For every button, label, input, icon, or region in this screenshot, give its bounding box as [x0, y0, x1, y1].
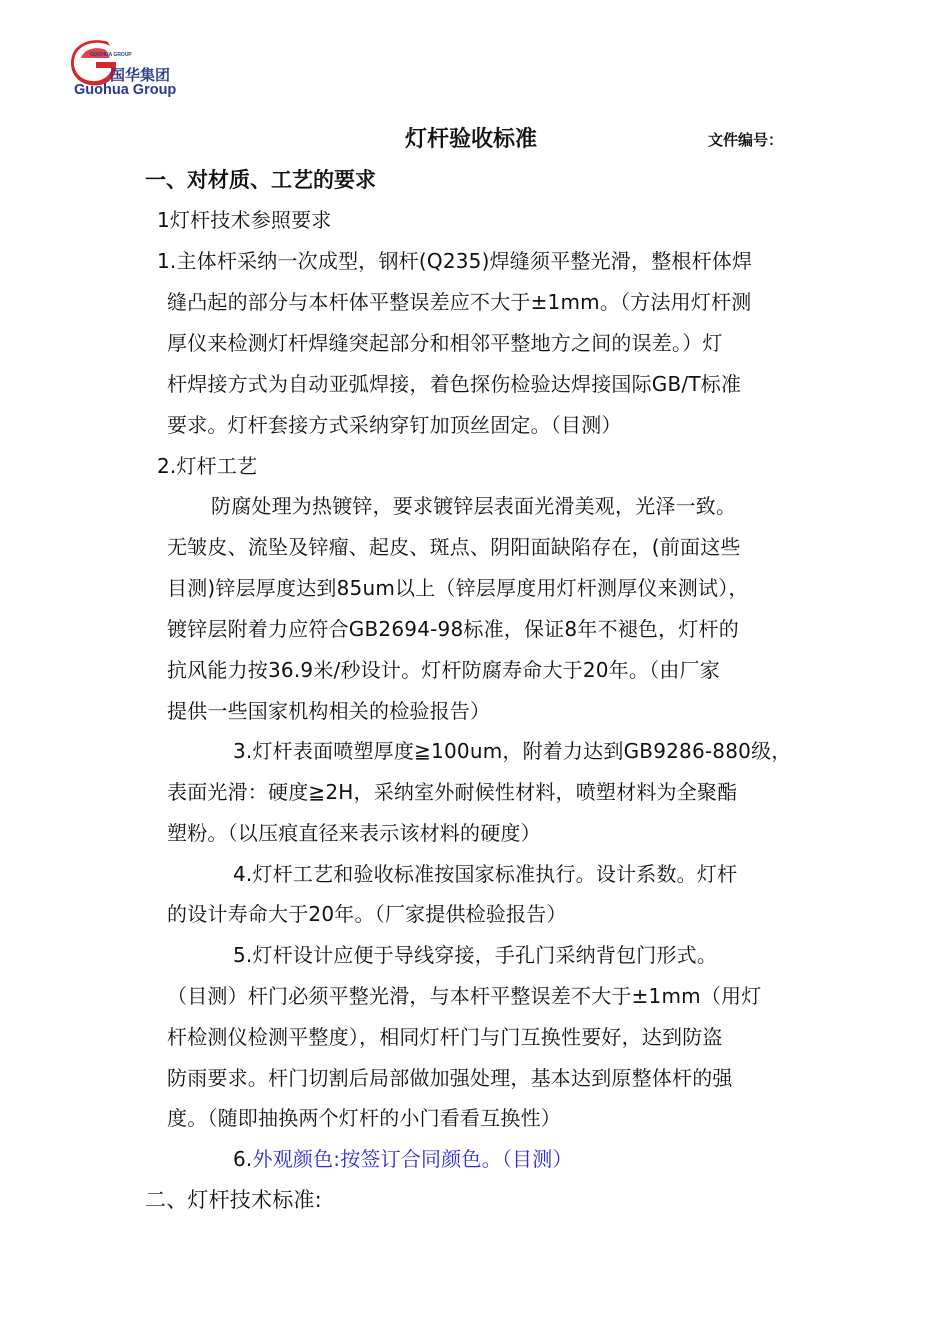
item-6-line — [233, 1143, 573, 1172]
paragraph-line: 防腐处理为热镀锌，要求镀锌层表面光滑美观，光泽一致。 — [211, 494, 737, 518]
file-number-label: 文件编号： — [708, 131, 784, 149]
paragraph-line: 提供一些国家机构相关的检验报告） — [167, 699, 491, 723]
paragraph-line: 1灯杆技术参照要求 — [157, 208, 332, 232]
paragraph-line: 2.灯杆工艺 — [157, 454, 258, 478]
paragraph-line: 度。（随即抽换两个灯杆的小门看看互换性） — [167, 1106, 561, 1130]
paragraph-line: 3.灯杆表面喷塑厚度≧100um，附着力达到GB9286-880级， — [233, 739, 792, 763]
paragraph-line: 4.灯杆工艺和验收标准按国家标准执行。设计系数。灯杆 — [233, 862, 738, 886]
logo-chinese-name: 国华集团 — [110, 66, 171, 84]
section-heading-1: 一、对材质、工艺的要求 — [145, 168, 376, 192]
paragraph-line: 厚仪来检测灯杆焊缝突起部分和相邻平整地方之间的误差。）灯 — [167, 331, 723, 355]
paragraph-line: 抗风能力按36.9米/秒设计。灯杆防腐寿命大于20年。（由厂家 — [167, 658, 720, 682]
section-heading-2: 二、灯杆技术标准: — [145, 1188, 322, 1212]
paragraph-line: 塑粉。（以压痕直径来表示该材料的硬度） — [167, 821, 541, 845]
logo-english-name: Guohua Group — [74, 82, 177, 98]
paragraph-line: 杆检测仪检测平整度），相同灯杆门与门互换性要好，达到防盗 — [167, 1025, 723, 1049]
company-logo — [70, 40, 190, 102]
paragraph-line: 无皱皮、流坠及锌瘤、起皮、斑点、阴阳面缺陷存在，(前面这些 — [167, 535, 741, 559]
paragraph-line: 杆焊接方式为自动亚弧焊接，着色探伤检验达焊接国际GB/T标准 — [167, 372, 742, 396]
paragraph-line: 防雨要求。杆门切割后局部做加强处理，基本达到原整体杆的强 — [167, 1066, 733, 1090]
item-6-number: 6. — [233, 1147, 253, 1171]
item-6-text: 外观颜色:按签订合同颜色。（目测） — [252, 1147, 573, 1171]
document-title: 灯杆验收标准 — [405, 127, 538, 152]
paragraph-line: 缝凸起的部分与本杆体平整误差应不大于±1mm。（方法用灯杆测 — [167, 290, 752, 314]
paragraph-line: 目测)锌层厚度达到85um以上（锌层厚度用灯杆测厚仪来测试）， — [167, 576, 749, 600]
paragraph-line: 表面光滑：硬度≧2H，采纳室外耐候性材料，喷塑材料为全聚酯 — [167, 780, 738, 804]
paragraph-line: 镀锌层附着力应符合GB2694-98标准，保证8年不褪色，灯杆的 — [167, 617, 739, 641]
paragraph-line: （目测）杆门必须平整光滑，与本杆平整误差不大于±1mm（用灯 — [167, 984, 762, 1008]
paragraph-line: 5.灯杆设计应便于导线穿接，手孔门采纳背包门形式。 — [233, 943, 718, 967]
paragraph-line: 的设计寿命大于20年。（厂家提供检验报告） — [167, 902, 567, 926]
logo-small-text: GUOHUA GROUP — [90, 52, 132, 58]
paragraph-line: 要求。灯杆套接方式采纳穿钉加顶丝固定。（目测） — [167, 413, 622, 437]
paragraph-line: 1.主体杆采纳一次成型，钢杆(Q235)焊缝须平整光滑，整根杆体焊 — [157, 249, 753, 273]
